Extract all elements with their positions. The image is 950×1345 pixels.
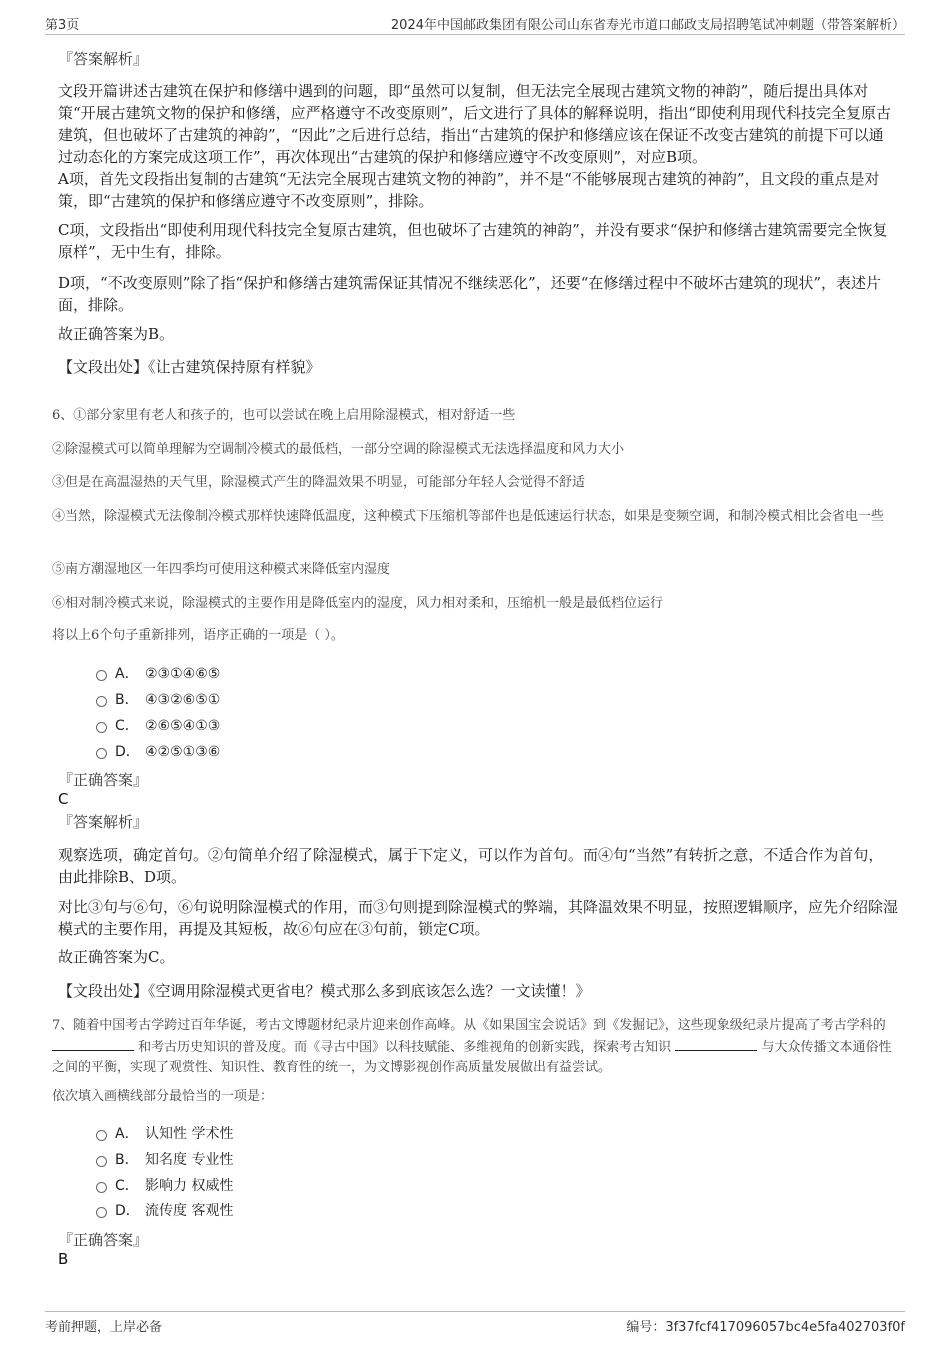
q6-sentence-5: ⑤南方潮湿地区一年四季均可使用这种模式来降低室内湿度	[52, 562, 391, 577]
q7-correct-label: 『正确答案』	[58, 1231, 149, 1249]
radio-icon[interactable]	[96, 696, 107, 707]
radio-icon[interactable]	[96, 722, 107, 733]
q7-option-d[interactable]: D． 流传度 客观性	[96, 1201, 233, 1221]
q6-analysis-p1: 观察选项，确定首句。②句简单介绍了除湿模式，属于下定义，可以作为首句。而④句“当然”有转折之意，不适合作为首句，由此排除B、D项。	[58, 846, 884, 886]
fill-blank-1[interactable]	[52, 1036, 134, 1051]
document-code: 编号：3f37fcf417096057bc4e5fa402703f0f	[626, 1320, 905, 1335]
q6-sentence-3: ③但是在高温湿热的天气里，除湿模式产生的降温效果不明显，可能部分年轻人会觉得不舒适	[52, 475, 586, 490]
q7-option-c[interactable]: C． 影响力 权威性	[96, 1176, 233, 1196]
q6-prompt: 将以上6个句子重新排列，语序正确的一项是（ ）。	[52, 628, 344, 643]
q7-option-a[interactable]: A． 认知性 学术性	[96, 1124, 233, 1144]
q6-analysis-label: 『答案解析』	[58, 813, 149, 831]
document-title: 2024年中国邮政集团有限公司山东省寿光市道口邮政支局招聘笔试冲刺题（带答案解析）	[390, 18, 905, 33]
q7-stem: 7、随着中国考古学跨过百年华诞，考古文博题材纪录片迎来创作高峰。从《如果国宝会说话》到《发掘记》，这些现象级纪录片提高了考古学科的 和考古历史知识的普及度。而《寻古中国》以科技赋能、多维视角的创新实践，探索考古知识 与大众传播文本通俗性之间的平衡，实现了观赏性、知识性、教育性的统一，为文博影视创作高质量发展做出有益尝试。	[52, 1018, 892, 1075]
q6-answer-summary: 故正确答案为C。	[58, 948, 175, 966]
radio-icon[interactable]	[96, 1182, 107, 1193]
radio-icon[interactable]	[96, 1156, 107, 1167]
radio-icon[interactable]	[96, 670, 107, 681]
page-footer	[45, 1311, 905, 1334]
q5-analysis-label: 『答案解析』	[58, 50, 149, 68]
q7-prompt: 依次填入画横线部分最恰当的一项是：	[52, 1089, 274, 1104]
q5-answer-summary: 故正确答案为B。	[58, 325, 175, 343]
q6-correct-answer: C	[58, 790, 69, 808]
q6-sentence-6: ⑥相对制冷模式来说，除湿模式的主要作用是降低室内的湿度，风力相对柔和，压缩机一般是最低档位运行	[52, 596, 664, 611]
q6-option-a[interactable]: A． ②③①④⑥⑤	[96, 664, 220, 684]
q6-sentence-2: ②除湿模式可以简单理解为空调制冷模式的最低档，一部分空调的除湿模式无法选择温度和风力大小	[52, 442, 625, 457]
radio-icon[interactable]	[96, 748, 107, 759]
q5-analysis-p2: A项，首先文段指出复制的古建筑“无法完全展现古建筑文物的神韵”，并不是“不能够展现古建筑的神韵”，且文段的重点是对策，即“古建筑的保护和修缮应遵守不改变原则”，排除。	[58, 170, 880, 210]
q5-analysis-p3: C项，文段指出“即使利用现代科技完全复原古建筑，但也破坏了古建筑的神韵”，并没有要求“保护和修缮古建筑需要完全恢复原样”，无中生有，排除。	[58, 221, 888, 261]
q6-option-c[interactable]: C． ②⑥⑤④①③	[96, 716, 220, 736]
fill-blank-2[interactable]	[675, 1036, 757, 1051]
q5-source: 【文段出处】《让古建筑保持原有样貌》	[58, 358, 321, 376]
q6-source: 【文段出处】《空调用除湿模式更省电？模式那么多到底该怎么选？一文读懂！》	[58, 982, 591, 1000]
q6-correct-label: 『正确答案』	[58, 771, 149, 789]
q6-sentence-4: ④当然，除湿模式无法像制冷模式那样快速降低温度，这种模式下压缩机等部件也是低速运行状态，如果是变频空调，和制冷模式相比会省电一些	[52, 509, 885, 524]
q5-analysis-p1: 文段开篇讲述古建筑在保护和修缮中遇到的问题，即“虽然可以复制，但无法完全展现古建筑文物的神韵”，随后提出具体对策“开展古建筑文物的保护和修缮，应严格遵守不改变原则”，后文进行了具体的解释说明，指出“即使利用现代科技完全复原古建筑，但也破坏了古建筑的神韵”，“因此”之后进行总结，指出“古建筑的保护和修缮应该在保证不改变古建筑的前提下可以通过动态化的方案完成这项工作”，再次体现出“古建筑的保护和修缮应遵守不改变原则”，对应B项。	[58, 82, 892, 166]
page-header	[45, 12, 905, 35]
q6-analysis-p2: 对比③句与⑥句，⑥句说明除湿模式的作用，而③句则提到除湿模式的弊端，其降温效果不明显，按照逻辑顺序，应先介绍除湿模式的主要作用，再提及其短板，故⑥句应在③句前，锁定C项。	[58, 898, 899, 938]
q6-option-d[interactable]: D． ④②⑤①③⑥	[96, 742, 220, 762]
radio-icon[interactable]	[96, 1207, 107, 1218]
q7-correct-answer: B	[58, 1250, 69, 1268]
q6-option-b[interactable]: B． ④③②⑥⑤①	[96, 690, 220, 710]
footer-slogan: 考前押题，上岸必备	[45, 1320, 163, 1335]
radio-icon[interactable]	[96, 1130, 107, 1141]
q5-analysis-p4: D项，“不改变原则”除了指“保护和修缮古建筑需保证其情况不继续恶化”，还要“在修缮过程中不破坏古建筑的现状”，表述片面，排除。	[58, 274, 882, 314]
q7-option-b[interactable]: B． 知名度 专业性	[96, 1150, 233, 1170]
q6-sentence-1: 6、①部分家里有老人和孩子的，也可以尝试在晚上启用除湿模式，相对舒适一些	[52, 408, 516, 423]
page-number: 第3页	[45, 18, 80, 33]
